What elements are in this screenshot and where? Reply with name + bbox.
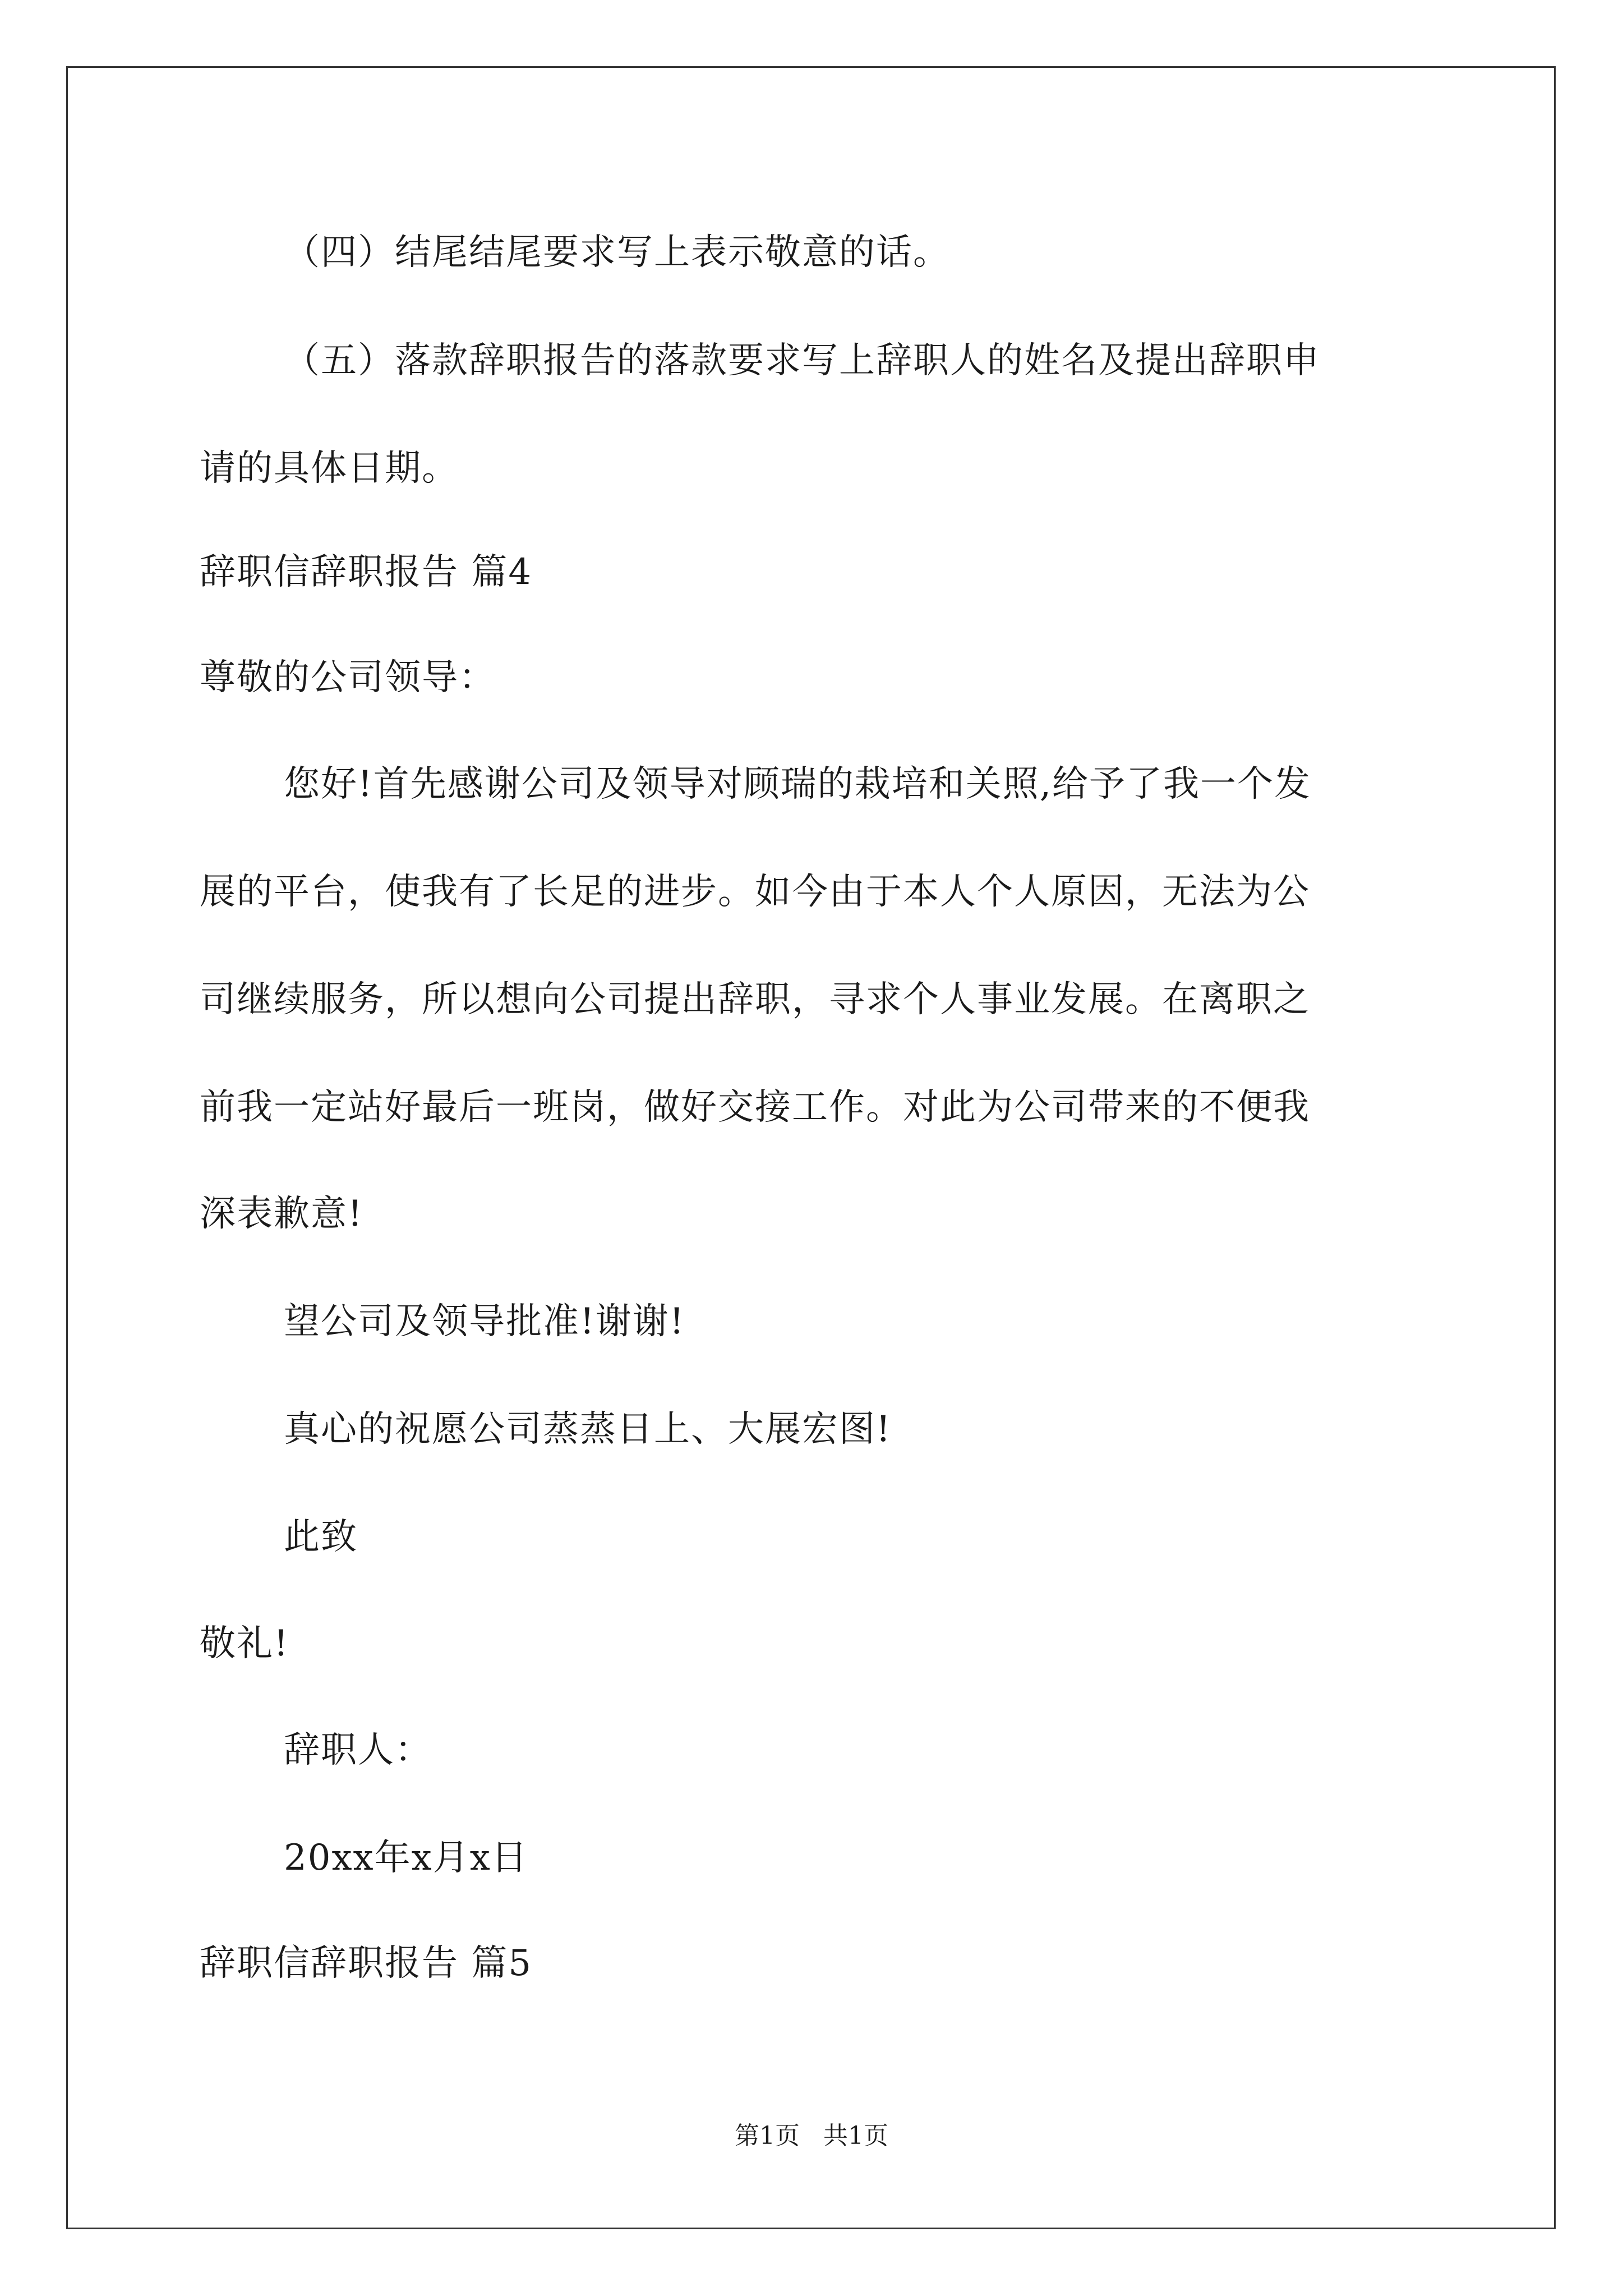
body-line-2: 展的平台，使我有了长足的进步。如今由于本人个人原因，无法为公 [200,871,1310,913]
signature-date: 20xx年x月x日 [284,1837,528,1879]
closing-ci-zhi: 此致 [284,1516,358,1558]
body-line-3: 司继续服务，所以想向公司提出辞职，寻求个人事业发展。在离职之 [200,979,1310,1020]
body-line-5: 深表歉意! [200,1193,363,1235]
salutation: 尊敬的公司领导： [200,657,496,698]
paragraph-signature-requirement-cont: 请的具体日期。 [200,448,459,489]
signature-label: 辞职人： [284,1729,432,1771]
section-heading-4: 辞职信辞职报告 篇4 [200,551,533,593]
closing-jing-li: 敬礼! [200,1623,289,1664]
body-line-4: 前我一定站好最后一班岗，做好交接工作。对此为公司带来的不便我 [200,1087,1310,1128]
good-wishes: 真心的祝愿公司蒸蒸日上、大展宏图! [284,1409,892,1450]
document-body [200,0,1433,2076]
request-approval: 望公司及领导批准!谢谢! [284,1301,685,1342]
page-footer: 第1页 共1页 [735,2122,888,2150]
paragraph-signature-requirement: （五）落款辞职报告的落款要求写上辞职人的姓名及提出辞职申 [284,340,1320,381]
section-heading-5: 辞职信辞职报告 篇5 [200,1943,533,1984]
body-line-1: 您好!首先感谢公司及领导对顾瑞的栽培和关照,给予了我一个发 [284,763,1312,805]
paragraph-closing-requirement: （四）结尾结尾要求写上表示敬意的话。 [284,232,950,273]
